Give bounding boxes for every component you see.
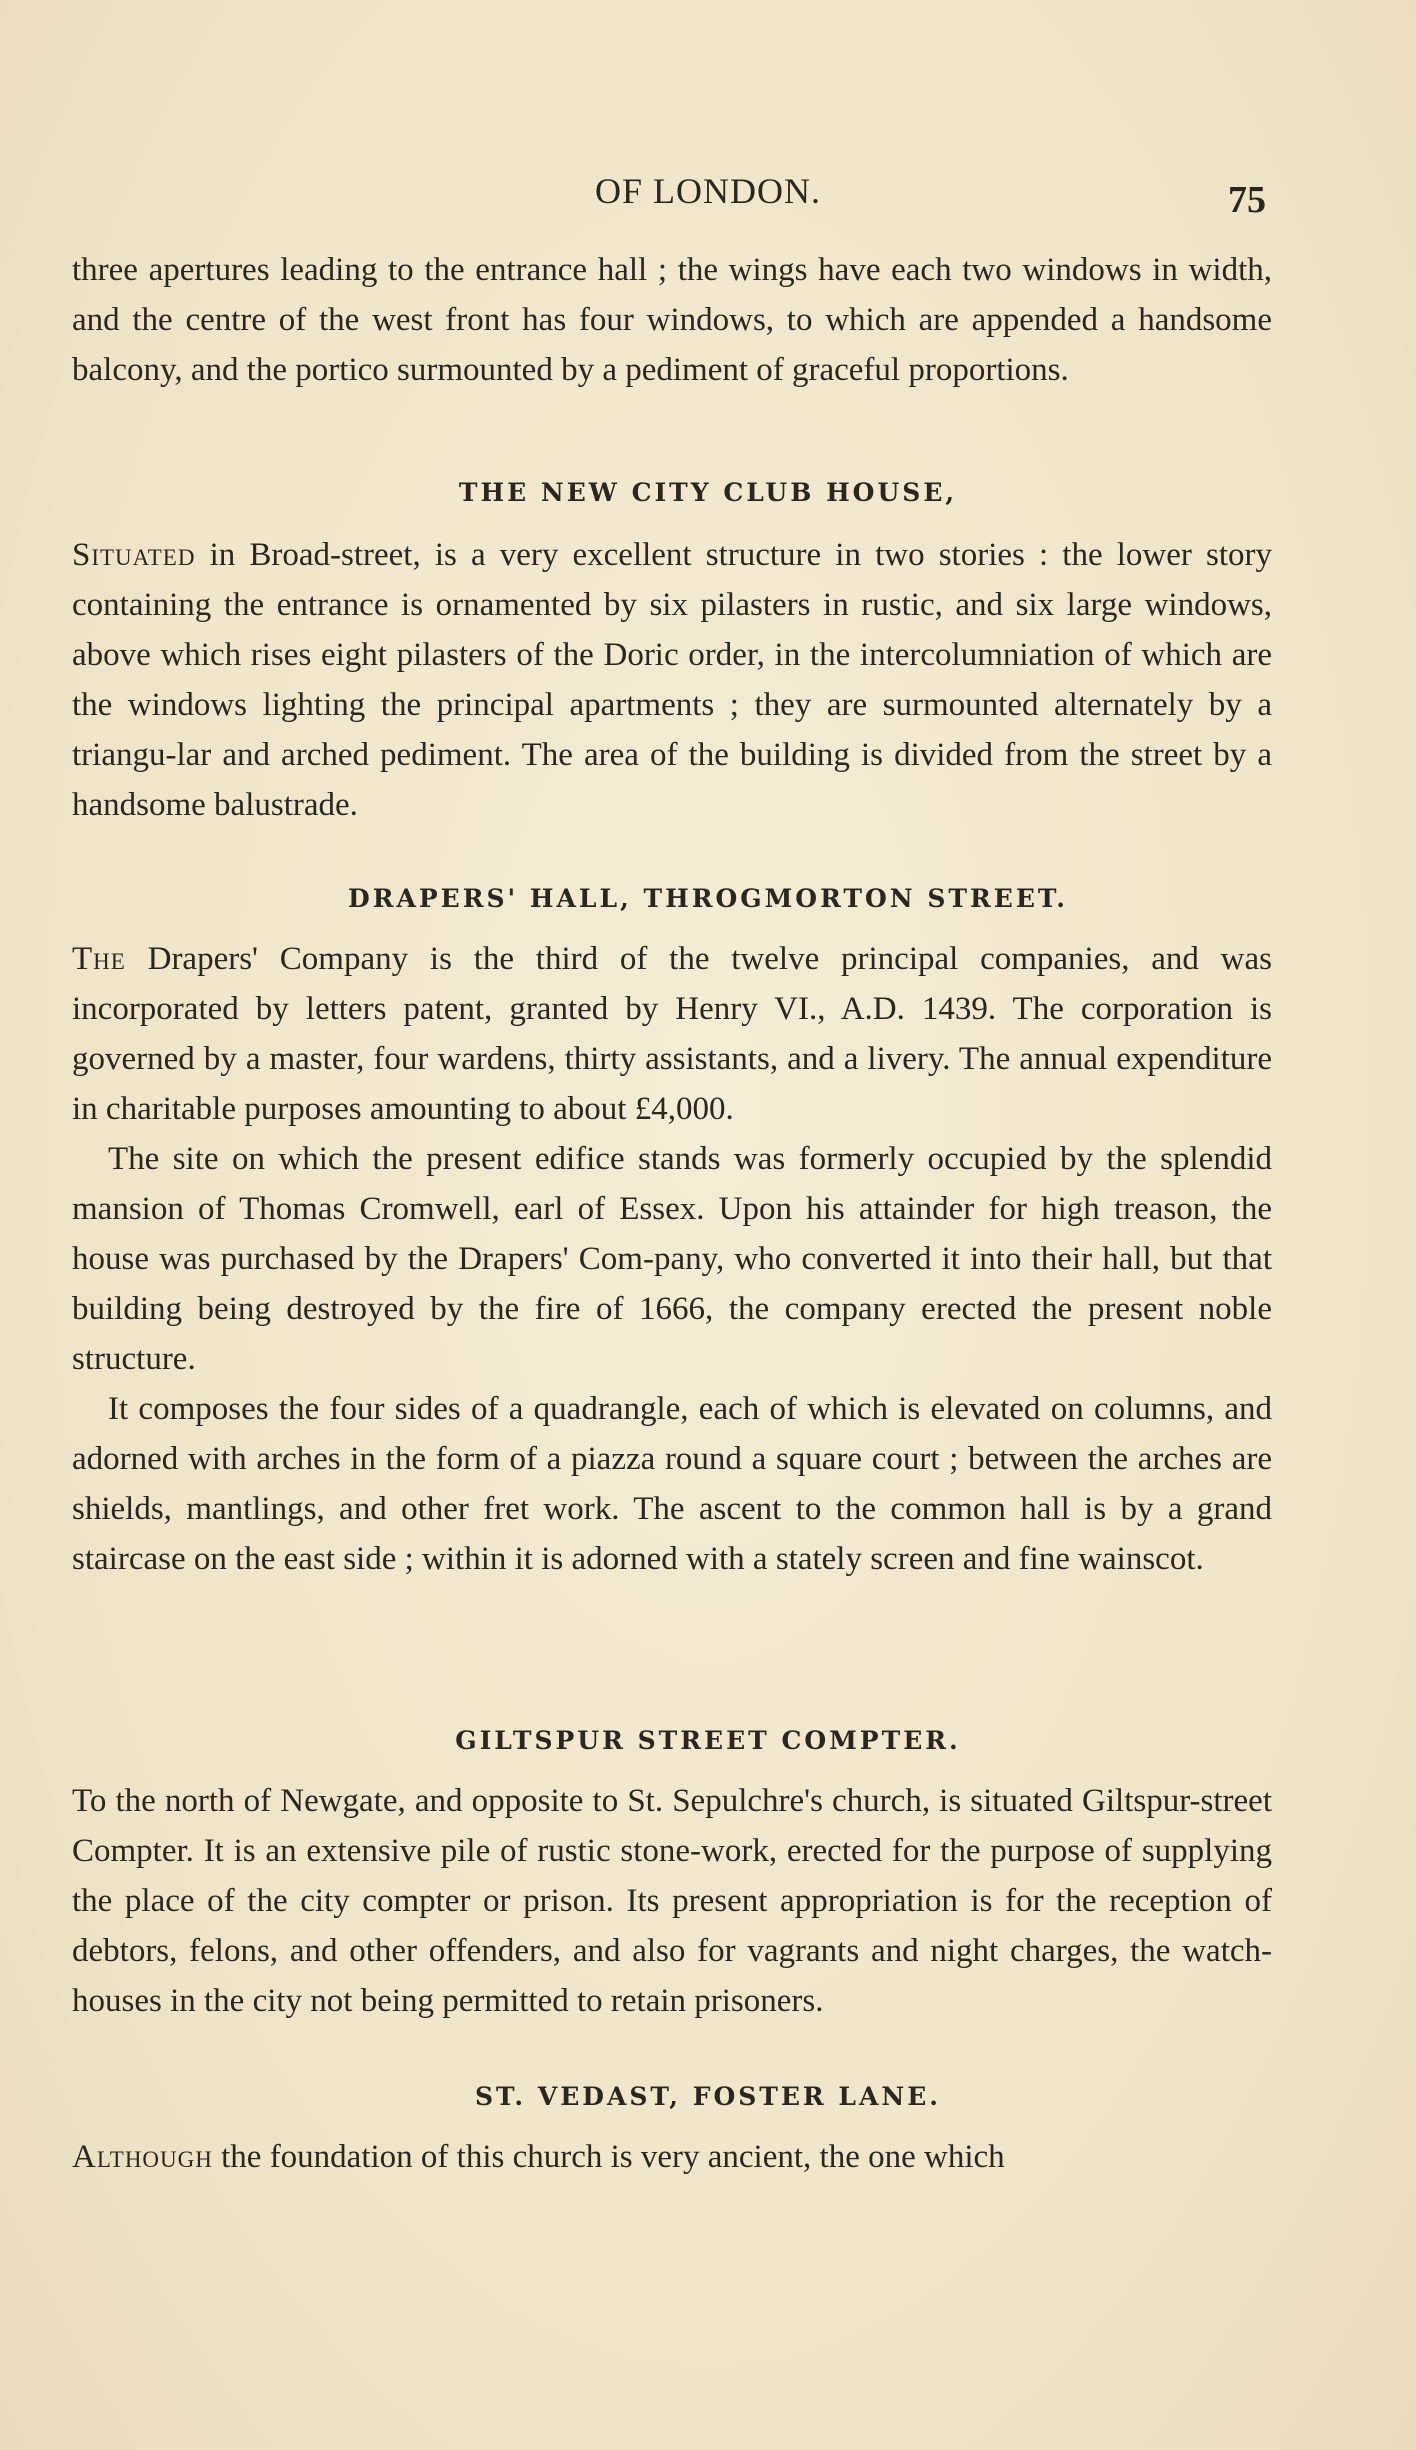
section-heading-giltspur-compter: GILTSPUR STREET COMPTER. — [455, 1726, 961, 1755]
section-heading-st-vedast: ST. VEDAST, FOSTER LANE. — [475, 2082, 941, 2111]
section-body-club-house — [72, 530, 1272, 830]
paragraph — [72, 530, 1272, 830]
section-body-giltspur-compter — [72, 1776, 1272, 2026]
paragraph: The site on which the present edifice stands was formerly occupied by the splendid mansion of Thomas Cromwell, earl of Essex. Upon his attainder for high treason, the house was purchased by the Drapers' Com-pany, who converted it into their hall, but that building being destroyed by the fire of 1666, the company erected the present noble structure. — [72, 1141, 1272, 1377]
lead-word: Situated — [72, 537, 196, 573]
page-number: 75 — [1228, 179, 1266, 221]
paragraph-text: in Broad-street, is a very excellent structure in two stories : the lower story containing the entrance is ornamented by six pilasters in rustic, and six large windows, above which rises eight pilasters of the Doric order, in the intercolumniation of which are the windows lighting the principal apartments ; they are surmounted alternately by a triangu-lar and arched pediment. The area of the building is divided from the street by a handsome balustrade. — [72, 537, 1272, 823]
section-heading-drapers-hall: DRAPERS' HALL, THROGMORTON STREET. — [348, 884, 1068, 913]
section-heading-club-house: THE NEW CITY CLUB HOUSE, — [458, 478, 958, 507]
intro-paragraph: three apertures leading to the entrance hall ; the wings have each two windows in width, and the centre of the west front has four windows, to which are appended a handsome balcony, and the portico surmounted by a pediment of graceful proportions. — [72, 252, 1272, 388]
paragraph: To the north of Newgate, and opposite to St. Sepulchre's church, is situated Giltspur-street Compter. It is an extensive pile of rustic stone-work, erected for the purpose of supplying the place of the city compter or prison. Its present appropriation is for the reception of debtors, felons, and other offenders, and also for vagrants and night charges, the watch-houses in the city not being permitted to retain prisoners. — [72, 1783, 1272, 2019]
paragraph — [72, 2132, 1272, 2182]
section-body-drapers-hall — [72, 934, 1272, 1584]
section-body-st-vedast — [72, 2132, 1272, 2182]
lead-word: Although — [72, 2139, 213, 2175]
paragraph-text: Drapers' Company is the third of the twelve principal companies, and was incorporated by letters patent, granted by Henry VI., A.D. 1439. The corporation is governed by a master, four wardens, thirty assistants, and a livery. The annual expenditure in charitable purposes amounting to about £4,000. — [72, 941, 1272, 1127]
lead-word: The — [72, 941, 126, 977]
paragraph: It composes the four sides of a quadrangle, each of which is elevated on columns, and adorned with arches in the form of a piazza round a square court ; between the arches are shields, mantlings, and other fret work. The ascent to the common hall is by a grand staircase on the east side ; within it is adorned with a stately screen and fine wainscot. — [72, 1391, 1272, 1577]
running-head: OF LONDON. — [595, 171, 821, 211]
paragraph-text: the foundation of this church is very ancient, the one which — [212, 2139, 1005, 2175]
paragraph — [72, 934, 1272, 1134]
intro-paragraph-block — [72, 245, 1272, 395]
